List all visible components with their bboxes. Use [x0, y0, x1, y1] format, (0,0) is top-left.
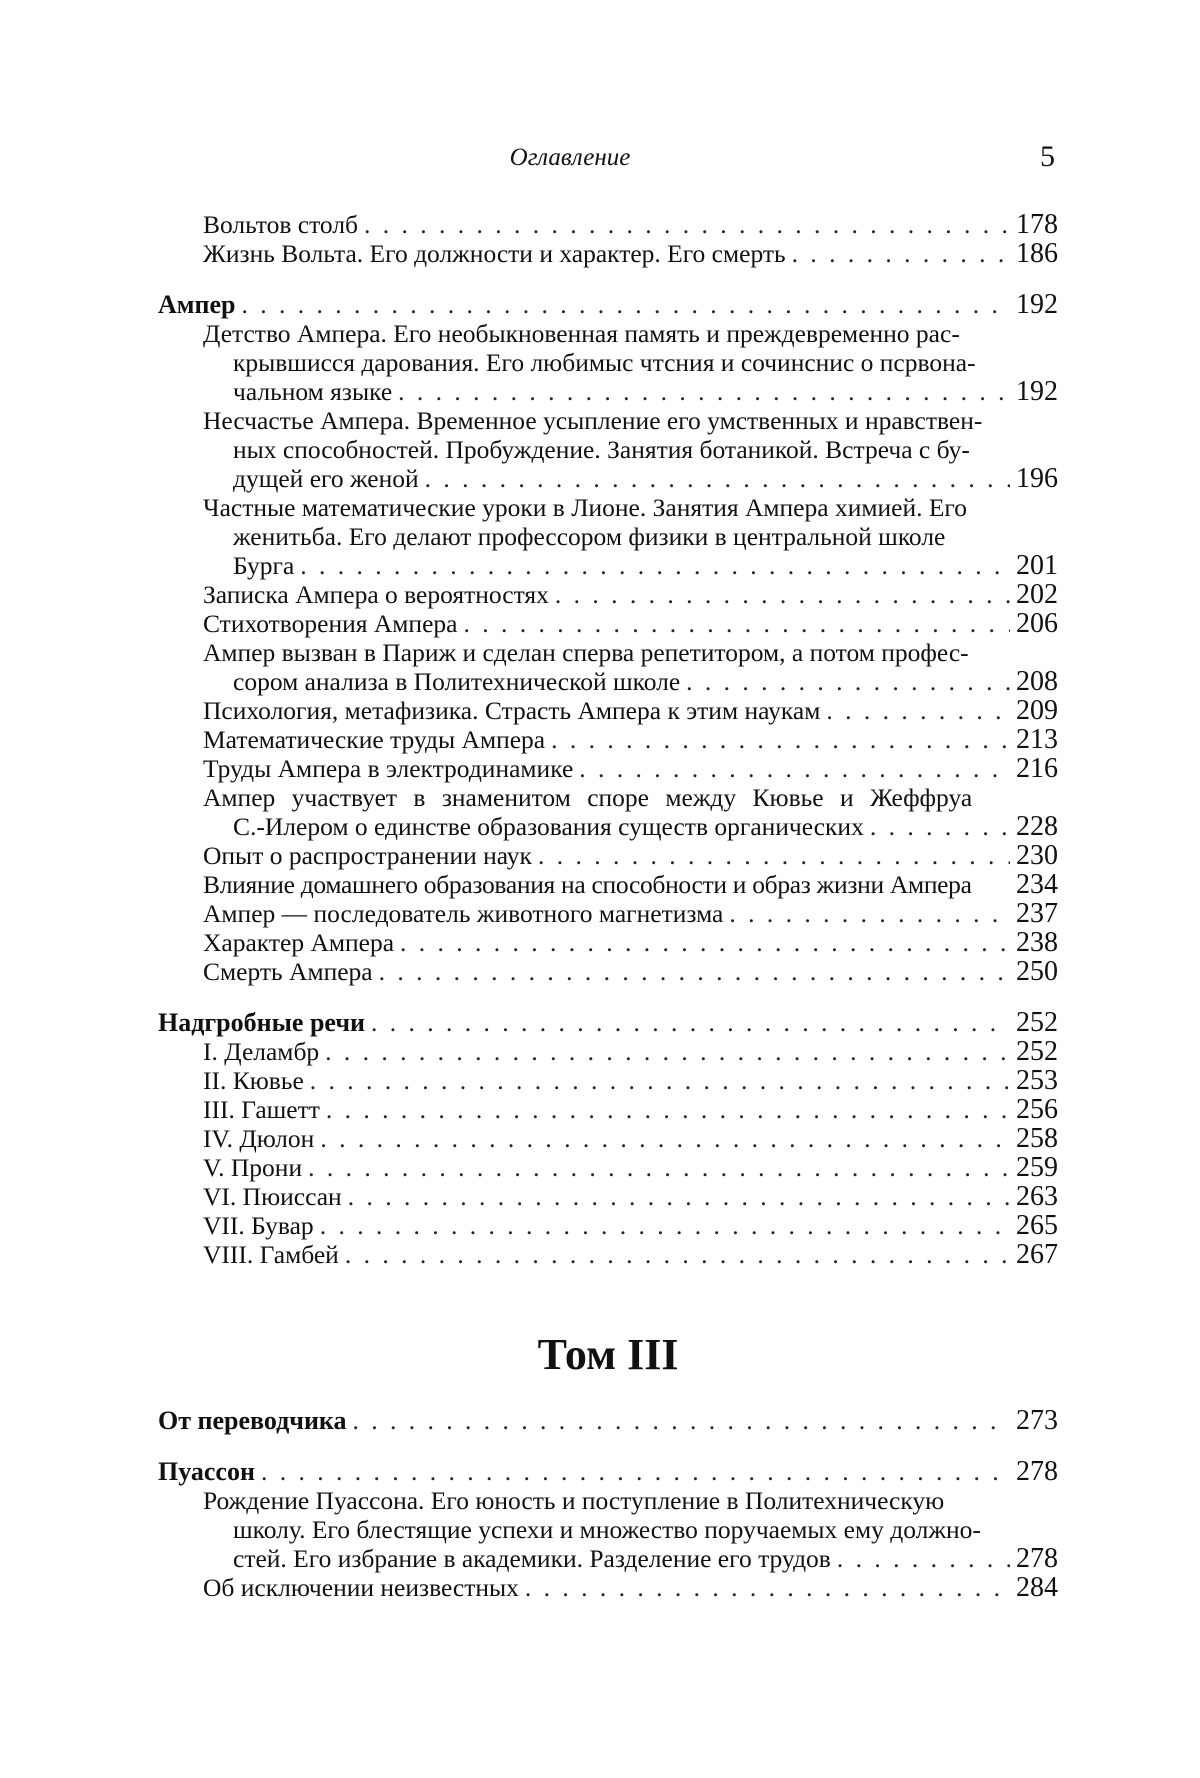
dot-leader: [308, 1153, 1010, 1182]
dot-leader: [353, 1406, 1010, 1435]
toc-page-ref: 213: [1016, 724, 1058, 755]
dot-leader: [425, 464, 1010, 493]
running-header: [0, 140, 1200, 180]
toc-page-ref: 192: [1016, 289, 1058, 320]
toc-entry-line: сором анализа в Политехнической школе: [233, 667, 681, 696]
toc-page-ref: 202: [1016, 579, 1058, 610]
toc-entry: [158, 210, 1058, 239]
toc-entry-line: ных способностей. Пробуждение. Занятия ботаникой. Встреча с бу-: [233, 435, 970, 464]
toc-entry-title: VII. Бувар: [203, 1211, 314, 1240]
table-of-contents: [158, 210, 1058, 1602]
toc-entry: [158, 1240, 1058, 1269]
toc-section-ampere: [158, 290, 1058, 319]
toc-entry-line: дущей его женой: [233, 464, 419, 493]
toc-entry-line: крывшисся дарования. Его любимыс чтсния и сочинснис о псрвона-: [233, 348, 976, 377]
toc-entry-title: Стихотворения Ампера: [203, 609, 458, 638]
toc-entry-title: Труды Ампера в электродинамике: [203, 754, 574, 783]
toc-entry: [158, 841, 1058, 870]
toc-entry: [158, 609, 1058, 638]
dot-leader: [837, 1544, 1010, 1573]
toc-entry-line: женитьба. Его делают профессором физики в центральной школе: [233, 522, 946, 551]
toc-entry: [158, 696, 1058, 725]
volume-heading: Том III: [537, 1330, 679, 1379]
toc-entry: [158, 754, 1058, 783]
toc-entry-title: Об исключении неизвестных: [203, 1573, 519, 1602]
dot-leader: [379, 957, 1010, 986]
toc-section-title: Надгробные речи: [158, 1008, 365, 1037]
dot-leader: [555, 580, 1010, 609]
dot-leader: [538, 841, 1010, 870]
toc-entry-line: С.-Илером о единстве образования существ органических: [233, 812, 864, 841]
toc-entry: [158, 957, 1058, 986]
toc-page-ref: 278: [1016, 1456, 1058, 1487]
dot-leader: [320, 1124, 1010, 1153]
dot-leader: [300, 551, 1010, 580]
toc-entry: [158, 1211, 1058, 1240]
toc-entry-title: IV. Дюлон: [203, 1124, 315, 1153]
toc-page-ref: 201: [1016, 550, 1058, 581]
toc-page-ref: 267: [1016, 1239, 1058, 1270]
toc-page-ref: 230: [1016, 840, 1058, 871]
toc-page-ref: 259: [1016, 1152, 1058, 1183]
toc-section-translator: [158, 1406, 1058, 1435]
toc-entry: [158, 580, 1058, 609]
toc-section-title: От переводчика: [158, 1406, 347, 1435]
toc-entry: [158, 1153, 1058, 1182]
toc-page-ref: 278: [1016, 1543, 1058, 1574]
dot-leader: [326, 1095, 1010, 1124]
toc-entry-title: Смерть Ампера: [203, 957, 373, 986]
toc-entry-line: Бурга: [233, 551, 295, 580]
toc-entry: [158, 239, 1058, 268]
toc-entry-title: VIII. Гамбей: [203, 1240, 339, 1269]
toc-entry-title: II. Кювье: [203, 1066, 304, 1095]
toc-page-ref: 228: [1016, 811, 1058, 842]
dot-leader: [551, 725, 1010, 754]
toc-entry: [158, 638, 1058, 696]
toc-entry: [158, 406, 1058, 493]
toc-entry: [158, 1573, 1058, 1602]
dot-leader: [364, 210, 1010, 239]
toc-entry: [158, 1095, 1058, 1124]
toc-page-ref: 234: [1016, 869, 1058, 900]
toc-page-ref: 265: [1016, 1210, 1058, 1241]
dot-leader: [371, 1008, 1010, 1037]
toc-entry: [158, 899, 1058, 928]
toc-entry: [158, 1124, 1058, 1153]
dot-leader: [826, 696, 1010, 725]
toc-entry-title: Записка Ампера о вероятностях: [203, 580, 549, 609]
toc-entry: [158, 1182, 1058, 1211]
toc-entry-title: V. Прони: [203, 1153, 303, 1182]
toc-page-ref: 263: [1016, 1181, 1058, 1212]
toc-page-ref: 252: [1016, 1036, 1058, 1067]
toc-page-ref: 238: [1016, 927, 1058, 958]
toc-entry-line: Рождение Пуассона. Его юность и поступление в Политехническую: [203, 1486, 945, 1515]
toc-page-ref: 237: [1016, 898, 1058, 929]
dot-leader: [579, 754, 1010, 783]
toc-page-ref: 250: [1016, 956, 1058, 987]
toc-entry-line: Ампер вызван в Париж и сделан сперва репетитором, а потом профес-: [203, 638, 969, 667]
toc-entry-title: Математические труды Ампера: [203, 725, 546, 754]
toc-entry-title: Психология, метафизика. Страсть Ампера к этим наукам: [203, 696, 821, 725]
toc-entry-title: Характер Ампера: [203, 928, 395, 957]
toc-section-eulogies: [158, 1008, 1058, 1037]
dot-leader: [729, 899, 1010, 928]
dot-leader: [345, 1240, 1010, 1269]
toc-page-ref: 284: [1016, 1572, 1058, 1603]
page-number: 5: [1040, 140, 1055, 173]
dot-leader: [348, 1182, 1010, 1211]
dot-leader: [320, 1211, 1010, 1240]
dot-leader: [241, 290, 1010, 319]
toc-entry-title: Вольтов столб: [203, 210, 359, 239]
toc-page-ref: 256: [1016, 1094, 1058, 1125]
dot-leader: [261, 1457, 1010, 1486]
toc-page-ref: 209: [1016, 695, 1058, 726]
toc-page-ref: 258: [1016, 1123, 1058, 1154]
toc-section-title: Пуассон: [158, 1457, 255, 1486]
toc-entry: [158, 725, 1058, 754]
toc-entry: [158, 870, 1058, 899]
toc-entry-title: III. Гашетт: [203, 1095, 320, 1124]
toc-entry: [158, 1486, 1058, 1573]
toc-entry-line: Детство Ампера. Его необыкновенная память и преждевременно рас-: [203, 319, 960, 348]
toc-entry-title: I. Деламбр: [203, 1037, 320, 1066]
toc-entry-title: Ампер — последователь животного магнетизма: [203, 899, 724, 928]
dot-leader: [310, 1066, 1010, 1095]
dot-leader: [792, 239, 1010, 268]
toc-entry-line: Частные математические уроки в Лионе. Занятия Ампера химией. Его: [203, 493, 967, 522]
toc-page-ref: 253: [1016, 1065, 1058, 1096]
toc-page-ref: 216: [1016, 753, 1058, 784]
toc-entry: [158, 1066, 1058, 1095]
toc-entry-line: Несчастье Ампера. Временное усыпление его умственных и нравствен-: [203, 406, 983, 435]
toc-section-title: Ампер: [158, 290, 236, 319]
toc-entry-title: Жизнь Вольта. Его должности и характер. Его смерть: [203, 239, 786, 268]
toc-entry-line: Ампер участвует в знаменитом споре между Кювье и Жеффруа: [203, 783, 973, 812]
toc-entry-title: Влияние домашнего образования на способности и образ жизни Ампера: [203, 870, 972, 899]
toc-entry: [158, 319, 1058, 406]
dot-leader: [398, 377, 1010, 406]
toc-page-ref: 186: [1016, 238, 1058, 269]
toc-page-ref: 192: [1016, 376, 1058, 407]
toc-entry: [158, 928, 1058, 957]
toc-entry: [158, 783, 1058, 841]
toc-page-ref: 208: [1016, 666, 1058, 697]
dot-leader: [525, 1573, 1010, 1602]
dot-leader: [400, 928, 1010, 957]
dot-leader: [463, 609, 1010, 638]
dot-leader: [686, 667, 1010, 696]
toc-section-poisson: [158, 1457, 1058, 1486]
dot-leader: [870, 812, 1010, 841]
toc-entry-title: Опыт о распространении наук: [203, 841, 532, 870]
toc-entry-line: школу. Его блестящие успехи и множество поручаемых ему должно-: [233, 1515, 981, 1544]
toc-page-ref: 178: [1016, 209, 1058, 240]
toc-page-ref: 196: [1016, 463, 1058, 494]
toc-page-ref: 206: [1016, 608, 1058, 639]
toc-entry-line: чальном языке: [233, 377, 393, 406]
toc-page-ref: 273: [1016, 1405, 1058, 1436]
toc-entry: [158, 1037, 1058, 1066]
toc-page-ref: 252: [1016, 1007, 1058, 1038]
toc-entry-title: VI. Пюиссан: [203, 1182, 342, 1211]
running-title: Оглавление: [509, 144, 631, 171]
toc-entry-line: стей. Его избрание в академики. Разделение его трудов: [233, 1544, 831, 1573]
toc-entry: [158, 493, 1058, 580]
dot-leader: [325, 1037, 1010, 1066]
